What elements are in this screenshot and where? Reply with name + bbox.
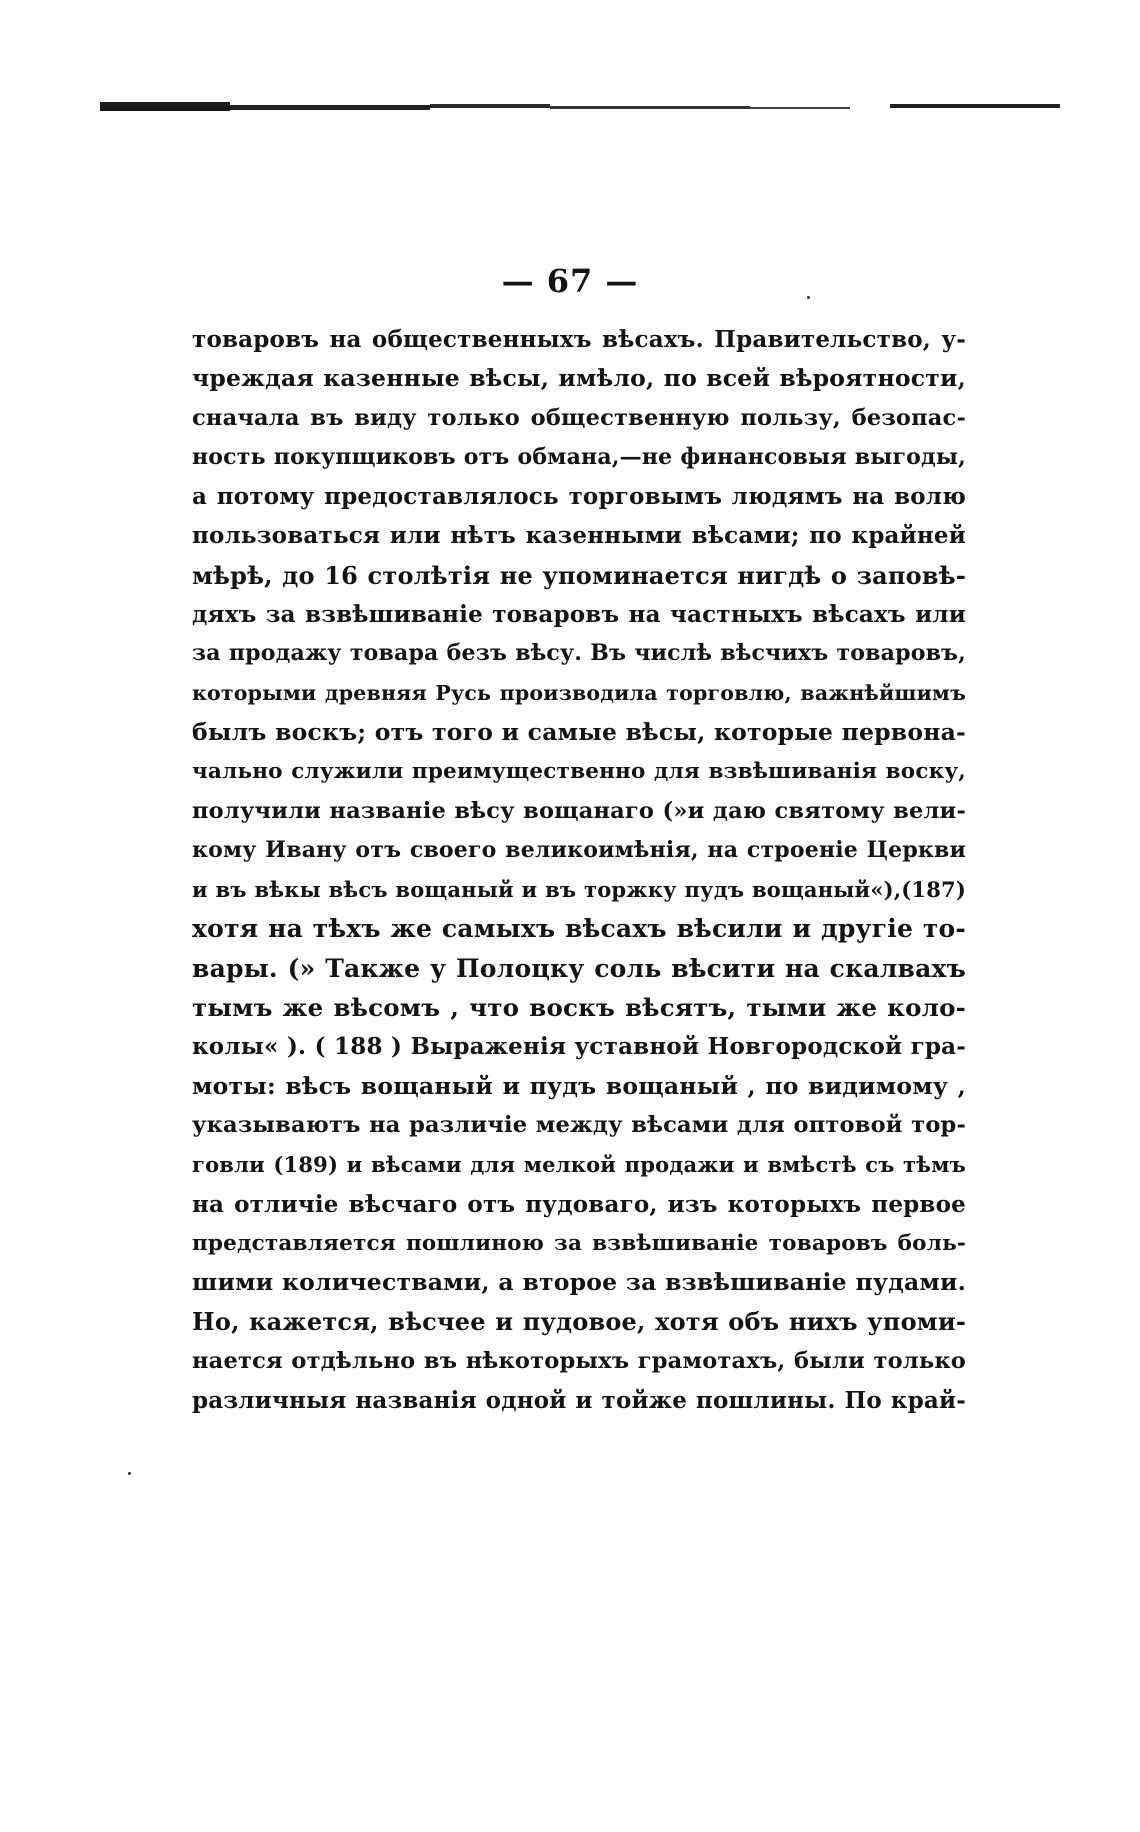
text-line: моты: вѣсъ вощаный и пудъ вощаный , по видимому , [192, 1071, 966, 1100]
text-line: пользоваться или нѣтъ казенными вѣсами; по крайней [192, 522, 966, 550]
text-line: чально служили преимущественно для взвѣшиванія воску, [192, 759, 966, 785]
text-line: на отличіе вѣсчаго отъ пудоваго, изъ которыхъ первое [192, 1190, 966, 1218]
text-line: дяхъ за взвѣшиваніе товаровъ на частныхъ вѣсахъ или [192, 601, 966, 629]
page-number: — 67 — [501, 262, 639, 300]
speck [128, 1472, 131, 1475]
text-line: за продажу товара безъ вѣсу. Въ числѣ вѣсчихъ товаровъ, [192, 640, 966, 667]
text-line: хотя на тѣхъ же самыхъ вѣсахъ вѣсили и другіе то- [192, 914, 966, 944]
text-line: ность покупщиковъ отъ обмана,—не финансовыя выгоды, [192, 443, 966, 470]
text-line: получили названіе вѣсу вощанаго (»и даю святому вели- [192, 797, 966, 824]
text-line: а потому предоставлялось торговымъ людямъ на волю [192, 483, 966, 511]
text-line: колы« ). ( 188 ) Выраженія уставной Новгородской гра- [192, 1033, 966, 1061]
text-line: и въ вѣкы вѣсъ вощаный и въ торжку пудъ вощаный«),(187) [192, 877, 966, 903]
text-line: различныя названія одной и тойже пошлины. По край- [192, 1387, 966, 1415]
text-line: сначала въ виду только общественную пользу, безопас- [192, 404, 966, 431]
text-line: которыми древняя Русь производила торговлю, важнѣйшимъ [192, 680, 966, 705]
text-line: представляется пошлиною за взвѣшиваніе товаровъ боль- [192, 1230, 966, 1256]
body-text [192, 320, 966, 1420]
text-line: тымъ же вѣсомъ , что воскъ вѣсятъ, тыми же коло- [192, 993, 966, 1023]
text-line: товаровъ на общественныхъ вѣсахъ. Правительство, у- [192, 326, 966, 353]
speck [807, 296, 810, 299]
text-line: шими количествами, а второе за взвѣшиваніе пудами. [192, 1268, 966, 1297]
text-line: говли (189) и вѣсами для мелкой продажи и вмѣстѣ съ тѣмъ [192, 1152, 966, 1178]
printed-header-rule [100, 96, 1060, 116]
text-line: вары. (» Также у Полоцку соль вѣсити на скалвахъ [192, 953, 966, 983]
text-line: былъ воскъ; отъ того и самые вѣсы, которые первона- [192, 717, 966, 746]
text-line: чреждая казенные вѣсы, имѣло, по всей вѣроятности, [192, 364, 966, 393]
text-line: нается отдѣльно въ нѣкоторыхъ грамотахъ, были только [192, 1347, 966, 1374]
text-line: указываютъ на различіе между вѣсами для оптовой тор- [192, 1111, 966, 1138]
text-line: кому Ивану отъ своего великоимѣнія, на строеніе Церкви [192, 836, 966, 863]
text-line: Но, кажется, вѣсчее и пудовое, хотя объ нихъ упоми- [192, 1307, 966, 1337]
text-line: мѣрѣ, до 16 столѣтія не упоминается нигдѣ о заповѣ- [192, 560, 966, 590]
